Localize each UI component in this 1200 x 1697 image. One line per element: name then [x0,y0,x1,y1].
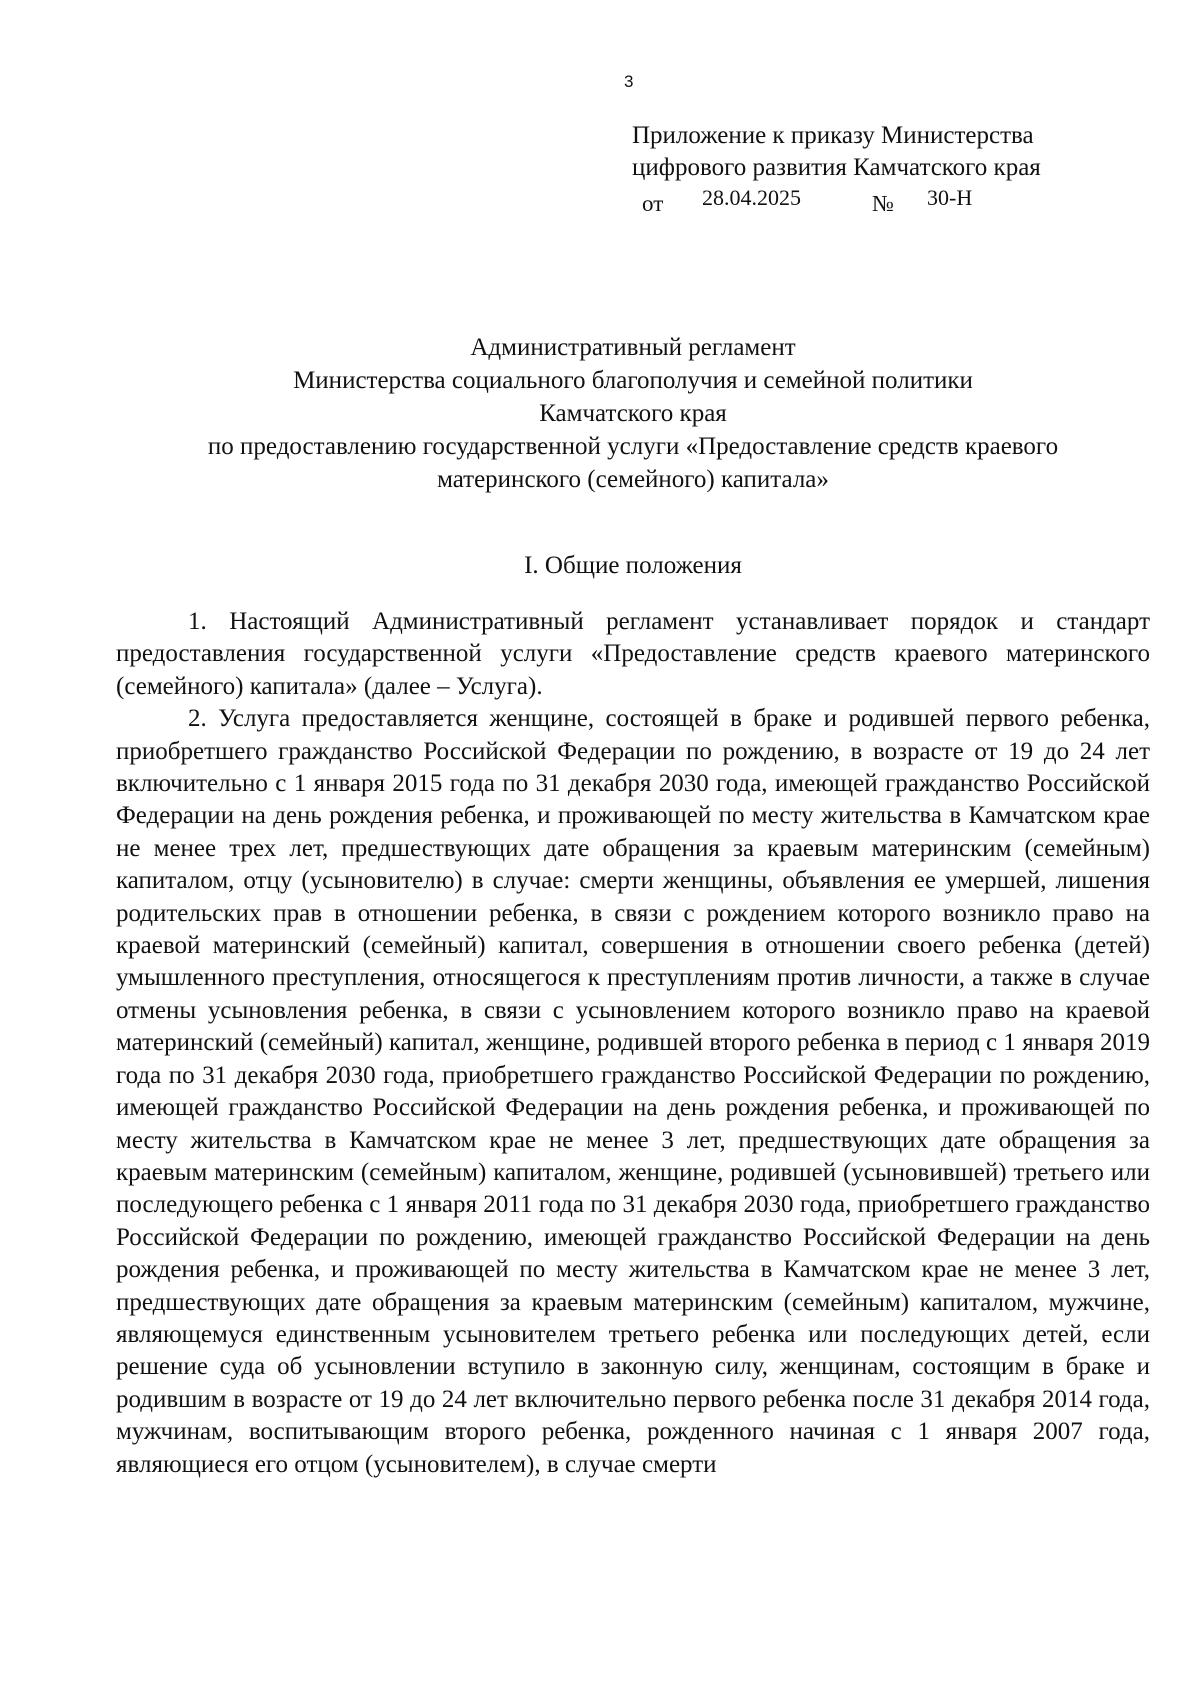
title-line-4: по предоставлению государственной услуги «Предоставление средств краевого [207,433,1059,460]
title-line-5: материнского (семейного) капитала» [437,466,829,493]
annex-date-number [632,184,1041,214]
annex-from-label: от [642,191,664,216]
title-line-1: Административный регламент [470,334,796,361]
paragraph-2: 2. Услуга предоставляется женщине, состоящей в браке и родившей первого ребенка, приобретшего гражданство Российской Федерации по рождению, в возрасте от 19 до 24 лет включительно с 1 января 2015 года по 31 декабря 2030 года, имеющей гражданство Российской Федерации на день рождения ребенка, и проживающей по месту жительства в Камчатском крае не менее трех лет, предшествующих дате обращения за краевым материнским (семейным) капиталом, отцу (усыновителю) в случае: смерти женщины, объявления ее умершей, лишения родительских прав в отношении ребенка, в связи с рождением которого возникло право на краевой материнский (семейный) капитал, совершения в отношении своего ребенка (детей) умышленного преступления, относящегося к преступлениям против личности, а также в случае отмены усыновления ребенка, в связи с усыновлением которого возникло право на краевой материнский (семейный) капитал, женщине, родившей второго ребенка в период с 1 января 2019 года по 31 декабря 2030 года, приобретшего гражданство Российской Федерации по рождению, имеющей гражданство Российской Федерации на день рождения ребенка, и проживающей по месту жительства в Камчатском крае не менее 3 лет, предшествующих дате обращения за краевым материнским (семейным) капиталом, женщине, родившей (усыновившей) третьего или последующего ребенка с 1 января 2011 года по 31 декабря 2030 года, приобретшего гражданство Российской Федерации по рождению, имеющей гражданство Российской Федерации на день рождения ребенка, и проживающей по месту жительства в Камчатском крае не менее 3 лет, предшествующих дате обращения за краевым материнским (семейным) капиталом, мужчине, являющемуся единственным усыновителем третьего ребенка или последующих детей, если решение суда об усыновлении вступило в законную силу, женщинам, состоящим в браке и родившим в возрасте от 19 до 24 лет включительно первого ребенка после 31 декабря 2014 года, мужчинам, воспитывающим второго ребенка, рожденного начиная с 1 января 2007 года, являющиеся его отцом (усыновителем), в случае смерти [116,705,1150,1478]
annex-block [632,120,1041,214]
section-body [116,606,1150,1481]
paragraph-1: 1. Настоящий Административный регламент устанавливает порядок и стандарт предоставления государственной услуги «Предоставление средств краевого материнского (семейного) капитала» (далее – Услуга). [116,608,1150,700]
title-line-2: Министерства социального благополучия и семейной политики [293,367,973,394]
annex-number: 30-Н [927,185,973,210]
document-title [118,331,1148,496]
title-line-3: Камчатского края [539,400,727,427]
annex-line-2: цифрового развития Камчатского края [632,154,1041,181]
annex-line-1: Приложение к приказу Министерства [632,122,1034,149]
page-number: 3 [624,72,634,91]
annex-number-sign: № [872,191,894,216]
section-heading: I. Общие положения [524,552,742,579]
annex-date: 28.04.2025 [702,185,801,210]
